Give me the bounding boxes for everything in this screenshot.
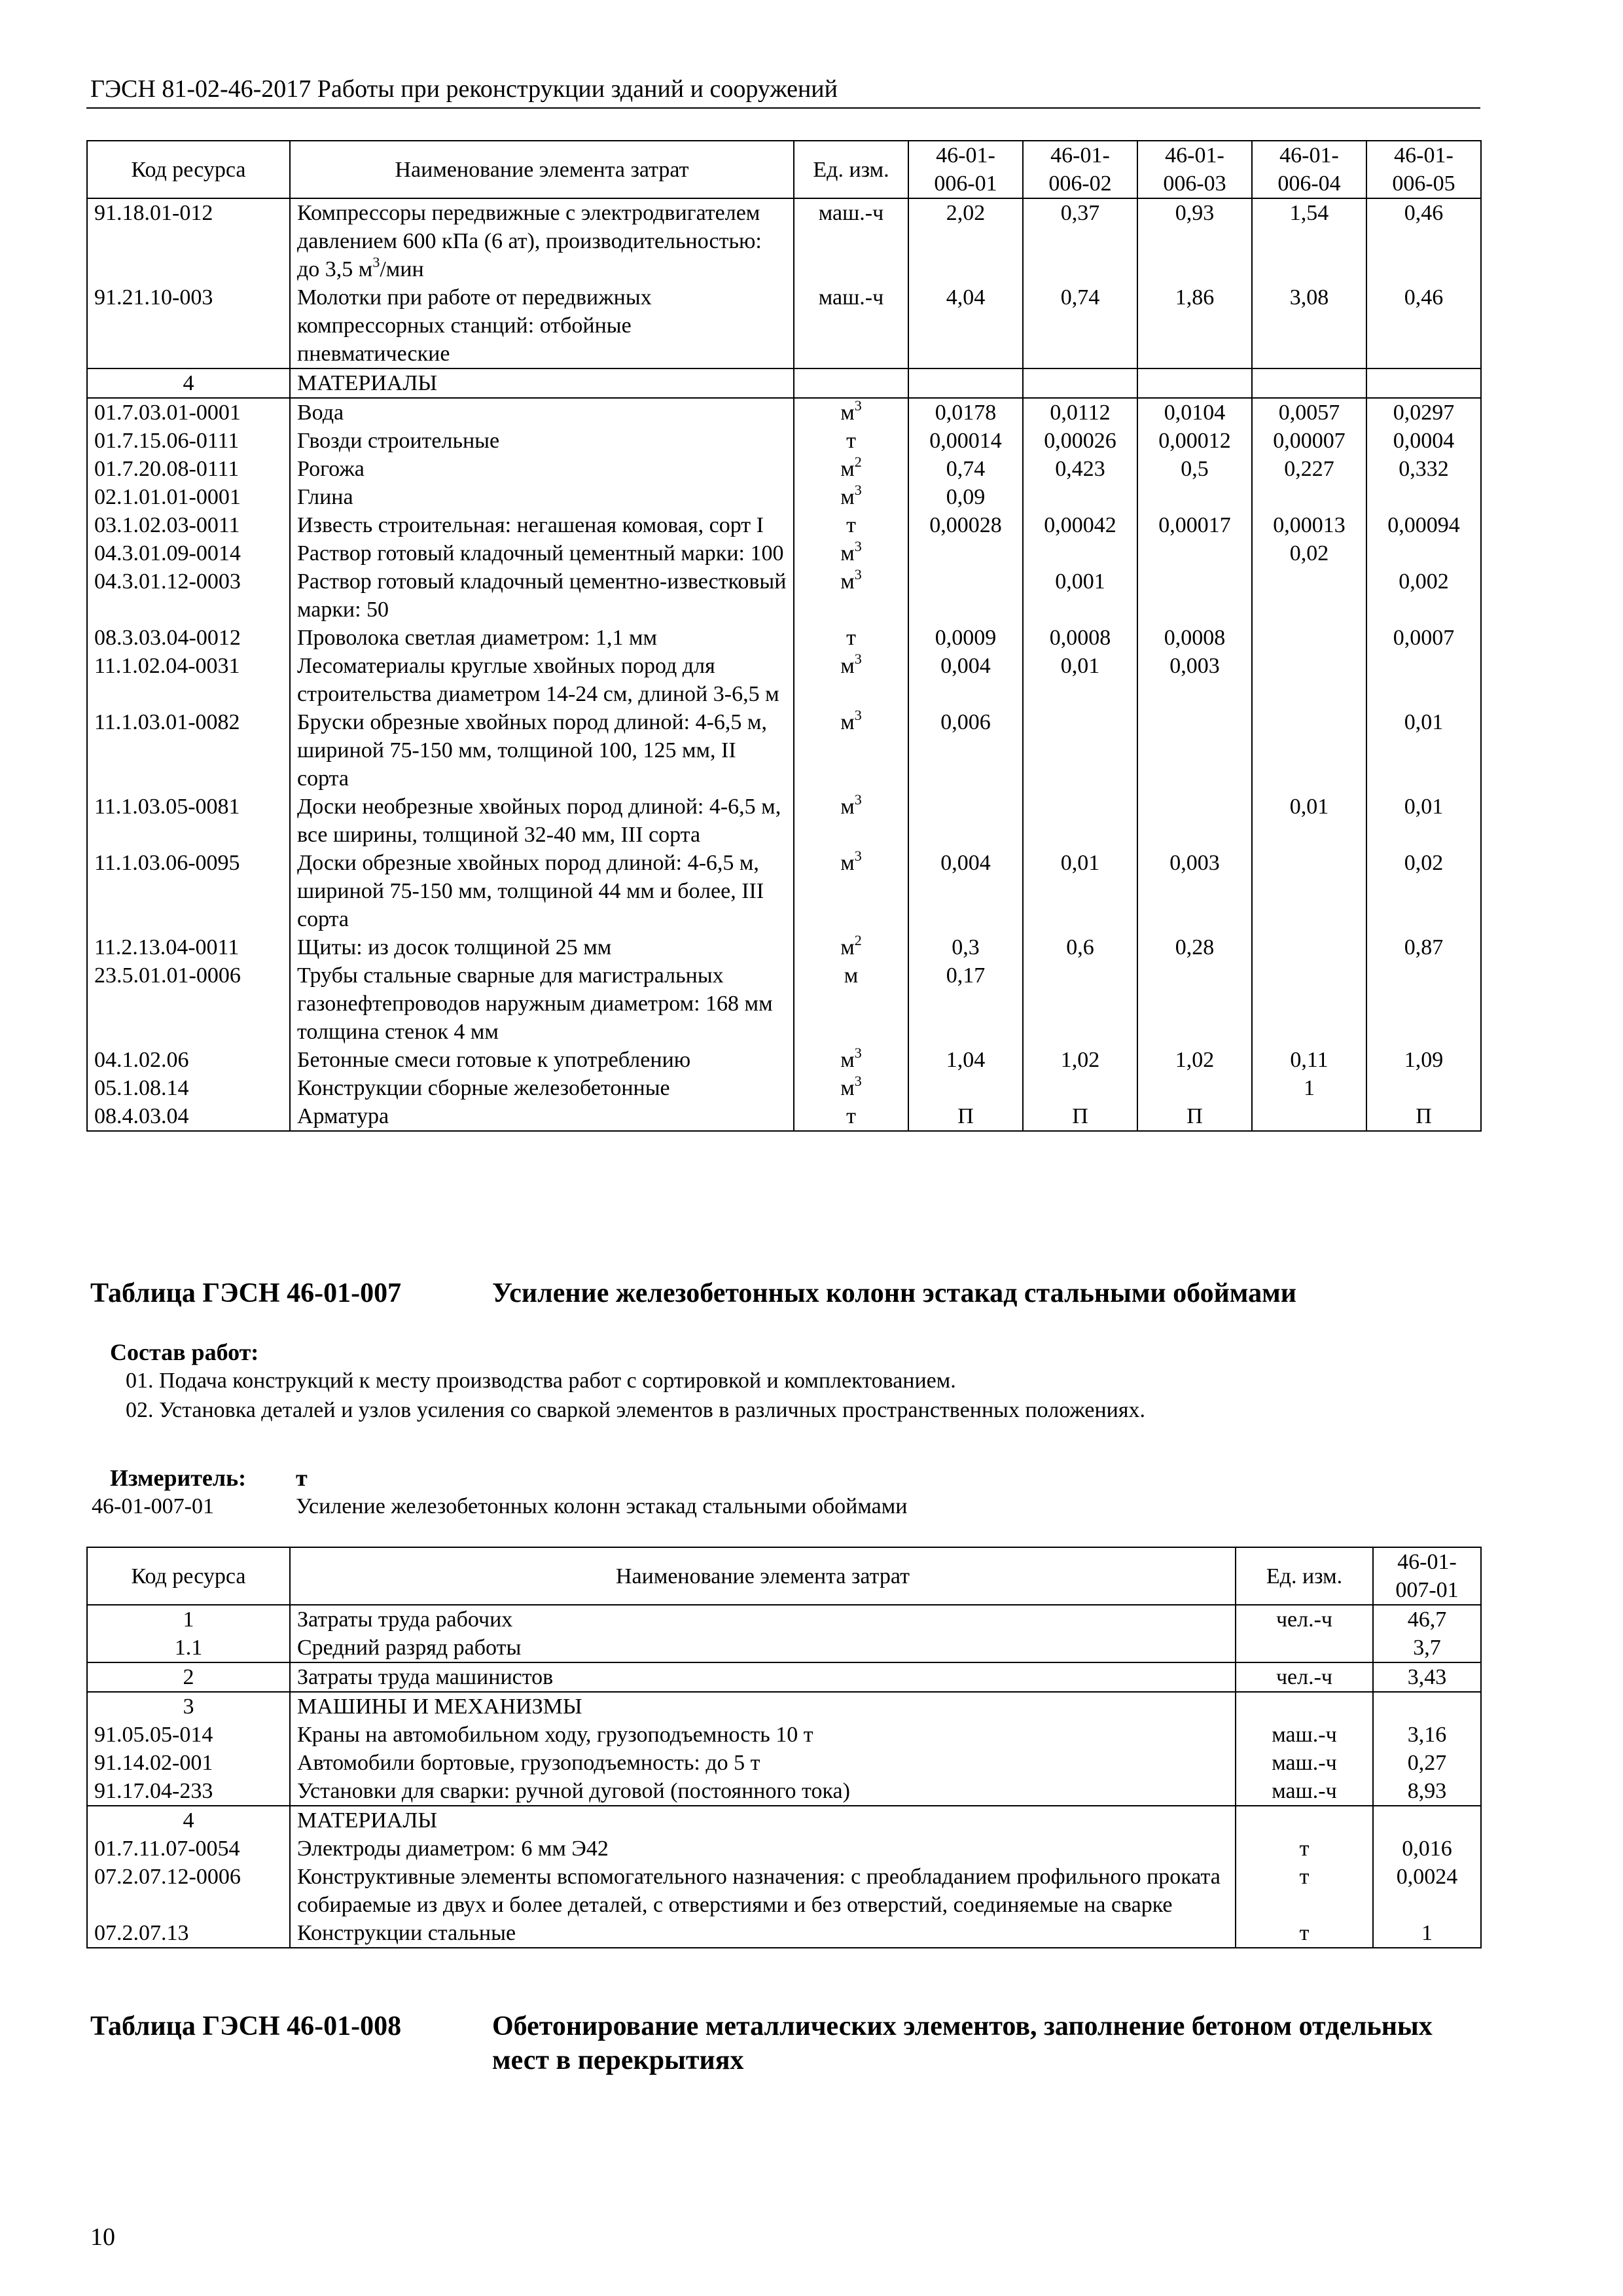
column-header-code: Код ресурса	[87, 1547, 290, 1605]
resource-value: 0,003	[1137, 652, 1252, 708]
resource-value: 0,227	[1252, 455, 1366, 483]
table-row	[87, 961, 1481, 1046]
resource-name: Лесоматериалы круглые хвойных пород для строительства диаметром 14-24 см, длиной 3-6,5 м	[290, 652, 794, 708]
resource-unit: $м^2$	[794, 933, 908, 961]
table-row	[87, 1749, 1481, 1777]
resource-unit: $м^3$	[794, 793, 908, 849]
resource-unit: т	[794, 511, 908, 539]
resource-unit: $м^3$	[794, 567, 908, 624]
table-row	[87, 455, 1481, 483]
resource-unit	[1236, 1692, 1373, 1721]
resource-value	[1252, 567, 1366, 624]
resource-value: 0,5	[1137, 455, 1252, 483]
resource-name: Бетонные смеси готовые к употреблению	[290, 1046, 794, 1074]
resource-name: Конструкции сборные железобетонные	[290, 1074, 794, 1102]
section-row	[87, 1806, 1481, 1835]
resource-value	[1373, 1806, 1481, 1835]
resource-value: 0,0009	[908, 624, 1023, 652]
resource-unit: $м^3$	[794, 849, 908, 933]
resource-unit: маш.-ч	[1236, 1777, 1373, 1806]
resource-name: Трубы стальные сварные для магистральных газонефтепроводов наружным диаметром: 168 мм толщина стенок 4 мм	[290, 961, 794, 1046]
resource-unit: $м^3$	[794, 708, 908, 793]
resource-unit: $м^3$	[794, 483, 908, 511]
resource-name: Бруски обрезные хвойных пород длиной: 4-6,5 м, шириной 75-150 мм, толщиной 100, 125 мм, II сорта	[290, 708, 794, 793]
resource-unit: $м^3$	[794, 652, 908, 708]
table-2-rows	[87, 1605, 1481, 1948]
resource-value	[1137, 708, 1252, 793]
section-row-materials: 4 МАТЕРИАЛЫ	[87, 368, 1481, 398]
resource-value	[1366, 961, 1481, 1046]
page-number: 10	[90, 2223, 115, 2251]
resource-value	[908, 539, 1023, 567]
resource-value	[1252, 1102, 1366, 1131]
table-row	[87, 708, 1481, 793]
resource-value: П	[908, 1102, 1023, 1131]
resource-value	[1023, 539, 1137, 567]
resource-value	[1252, 933, 1366, 961]
resource-value: 0,00007	[1252, 427, 1366, 455]
resource-value: 1,04	[908, 1046, 1023, 1074]
resource-unit: маш.-ч	[1236, 1749, 1373, 1777]
resource-value: 0,00026	[1023, 427, 1137, 455]
table-row: 91.21.10-003 Молотки при работе от передвижных компрессорных станций: отбойные пневматические маш.-ч 4,04 0,74 1,86 3,08 0,46	[87, 283, 1481, 368]
resource-table-007	[86, 1547, 1482, 1948]
table-row	[87, 624, 1481, 652]
resource-value: 0,00017	[1137, 511, 1252, 539]
column-header-46-01-007-01: 46-01- 007-01	[1373, 1547, 1481, 1605]
resource-table-006	[86, 140, 1482, 1132]
resource-unit: $м^3$	[794, 398, 908, 427]
resource-name: Конструкции стальные	[290, 1919, 1236, 1948]
resource-value: П	[1023, 1102, 1137, 1131]
resource-value	[1023, 483, 1137, 511]
resource-code: 11.1.02.04-0031	[87, 652, 290, 708]
resource-name: Затраты труда машинистов	[290, 1662, 1236, 1692]
resource-code: 03.1.02.03-0011	[87, 511, 290, 539]
item-title: Усиление железобетонных колонн эстакад стальными обоймами	[296, 1494, 908, 1518]
resource-code: 05.1.08.14	[87, 1074, 290, 1102]
resource-value	[908, 1074, 1023, 1102]
resource-value: 0,006	[908, 708, 1023, 793]
resource-value: 0,0007	[1366, 624, 1481, 652]
resource-unit: чел.-ч	[1236, 1662, 1373, 1692]
resource-value: 0,016	[1373, 1835, 1481, 1863]
resource-code: 2	[87, 1662, 290, 1692]
resource-value: П	[1137, 1102, 1252, 1131]
resource-value	[1137, 1074, 1252, 1102]
resource-code: 91.05.05-014	[87, 1721, 290, 1749]
resource-name: МАТЕРИАЛЫ	[290, 1806, 1236, 1835]
resource-value	[1023, 1074, 1137, 1102]
resource-value	[1252, 708, 1366, 793]
resource-unit: $м^3$	[794, 539, 908, 567]
table-row	[87, 933, 1481, 961]
table-row	[87, 1634, 1481, 1662]
column-header-unit: Ед. изм.	[794, 141, 908, 198]
resource-value: 0,00014	[908, 427, 1023, 455]
resource-code: 11.1.03.01-0082	[87, 708, 290, 793]
resource-value	[1137, 483, 1252, 511]
column-header-46-01-006-02: 46-01- 006-02	[1023, 141, 1137, 198]
resource-value: 1	[1373, 1919, 1481, 1948]
resource-unit: $м^3$	[794, 1074, 908, 1102]
resource-value	[908, 567, 1023, 624]
resource-name: Автомобили бортовые, грузоподъемность: до 5 т	[290, 1749, 1236, 1777]
resource-value: 0,01	[1023, 849, 1137, 933]
resource-name: Средний разряд работы	[290, 1634, 1236, 1662]
resource-value: 0,004	[908, 652, 1023, 708]
item-code: 46-01-007-01	[92, 1494, 214, 1518]
resource-code: 02.1.01.01-0001	[87, 483, 290, 511]
header-rule	[86, 107, 1480, 109]
table-row: 91.18.01-012 Компрессоры передвижные с электродвигателем давлением 600 кПа (6 ат), производительностью: до 3,5 $м^3$/мин маш.-ч 2,02 0,37 0,93 1,54 0,46	[87, 198, 1481, 283]
resource-code: 04.1.02.06	[87, 1046, 290, 1074]
resource-name: Затраты труда рабочих	[290, 1605, 1236, 1634]
resource-value: 0,02	[1366, 849, 1481, 933]
resource-value	[1366, 539, 1481, 567]
resource-name: Щиты: из досок толщиной 25 мм	[290, 933, 794, 961]
resource-value: 1	[1252, 1074, 1366, 1102]
resource-unit	[1236, 1634, 1373, 1662]
column-header-46-01-006-01: 46-01- 006-01	[908, 141, 1023, 198]
resource-value	[1366, 483, 1481, 511]
resource-value	[1023, 793, 1137, 849]
resource-value: 0,09	[908, 483, 1023, 511]
column-header-46-01-006-05: 46-01- 006-05	[1366, 141, 1481, 198]
table-row	[87, 1919, 1481, 1948]
resource-code: 11.2.13.04-0011	[87, 933, 290, 961]
meter-label: Измеритель:	[110, 1465, 247, 1491]
resource-value: 0,11	[1252, 1046, 1366, 1074]
resource-code: 11.1.03.05-0081	[87, 793, 290, 849]
resource-value: 0,0104	[1137, 398, 1252, 427]
resource-value: 0,17	[908, 961, 1023, 1046]
resource-value: 3,43	[1373, 1662, 1481, 1692]
table-row	[87, 1074, 1481, 1102]
running-header: ГЭСН 81-02-46-2017 Работы при реконструкции зданий и сооружений	[90, 75, 838, 103]
table-row	[87, 1835, 1481, 1863]
table-row	[87, 567, 1481, 624]
resource-code: 23.5.01.01-0006	[87, 961, 290, 1046]
resource-value: 0,332	[1366, 455, 1481, 483]
resource-value: 0,00094	[1366, 511, 1481, 539]
resource-name: МАШИНЫ И МЕХАНИЗМЫ	[290, 1692, 1236, 1721]
column-header-46-01-006-04: 46-01- 006-04	[1252, 141, 1366, 198]
resource-code: 91.14.02-001	[87, 1749, 290, 1777]
resource-name: Арматура	[290, 1102, 794, 1131]
resource-code: 08.3.03.04-0012	[87, 624, 290, 652]
resource-code: 01.7.15.06-0111	[87, 427, 290, 455]
table-header-row	[87, 1547, 1481, 1605]
resource-value	[1366, 1074, 1481, 1102]
table-title-008: Обетонирование металлических элементов, заполнение бетоном отдельных мест в перекрытиях	[492, 2011, 1433, 2075]
resource-code: 1.1	[87, 1634, 290, 1662]
resource-name: Рогожа	[290, 455, 794, 483]
resource-unit	[1236, 1806, 1373, 1835]
resource-value: 1,09	[1366, 1046, 1481, 1074]
resource-unit: т	[1236, 1835, 1373, 1863]
resource-unit: чел.-ч	[1236, 1605, 1373, 1634]
resource-value	[1023, 961, 1137, 1046]
resource-value: 0,0024	[1373, 1863, 1481, 1919]
column-header-46-01-006-03: 46-01- 006-03	[1137, 141, 1252, 198]
resource-unit: т	[794, 624, 908, 652]
resource-value: 3,16	[1373, 1721, 1481, 1749]
materials-rows	[87, 398, 1481, 1131]
resource-value	[1252, 652, 1366, 708]
resource-name: Электроды диаметром: 6 мм Э42	[290, 1835, 1236, 1863]
resource-unit: $м^2$	[794, 455, 908, 483]
resource-value	[1137, 567, 1252, 624]
resource-value: 1,02	[1023, 1046, 1137, 1074]
resource-code: 01.7.11.07-0054	[87, 1835, 290, 1863]
table-row	[87, 1777, 1481, 1806]
resource-value: 0,004	[908, 849, 1023, 933]
resource-name: Вода	[290, 398, 794, 427]
meter-value: т	[296, 1465, 308, 1491]
resource-value: 46,7	[1373, 1605, 1481, 1634]
resource-code: 91.17.04-233	[87, 1777, 290, 1806]
table-header-row	[87, 141, 1481, 198]
table-row	[87, 849, 1481, 933]
resource-value: 8,93	[1373, 1777, 1481, 1806]
column-header-name: Наименование элемента затрат	[290, 1547, 1236, 1605]
resource-name: Доски обрезные хвойных пород длиной: 4-6,5 м, шириной 75-150 мм, толщиной 44 мм и более, III сорта	[290, 849, 794, 933]
table-code-008: Таблица ГЭСН 46-01-008	[90, 2011, 402, 2041]
resource-value: 0,27	[1373, 1749, 1481, 1777]
resource-value: 0,74	[908, 455, 1023, 483]
section-row	[87, 1692, 1481, 1721]
resource-value: 1,02	[1137, 1046, 1252, 1074]
resource-unit: маш.-ч	[1236, 1721, 1373, 1749]
resource-value: 0,6	[1023, 933, 1137, 961]
table-row	[87, 483, 1481, 511]
resource-value	[1252, 483, 1366, 511]
resource-value: 0,00012	[1137, 427, 1252, 455]
table-row	[87, 539, 1481, 567]
resource-code: 08.4.03.04	[87, 1102, 290, 1131]
resource-value	[1252, 849, 1366, 933]
table-title-007: Усиление железобетонных колонн эстакад стальными обоймами	[492, 1278, 1296, 1308]
resource-value: П	[1366, 1102, 1481, 1131]
resource-code: 07.2.07.13	[87, 1919, 290, 1948]
resource-name: Конструктивные элементы вспомогательного назначения: с преобладанием профильного проката собираемые из двух и более деталей, с отверстиями и без отверстий, соединяемые на сварке	[290, 1863, 1236, 1919]
resource-code: 3	[87, 1692, 290, 1721]
resource-value	[1252, 961, 1366, 1046]
resource-value: 0,00042	[1023, 511, 1137, 539]
resource-code: 04.3.01.12-0003	[87, 567, 290, 624]
resource-code: 01.7.03.01-0001	[87, 398, 290, 427]
resource-value: 0,3	[908, 933, 1023, 961]
resource-code: 01.7.20.08-0111	[87, 455, 290, 483]
resource-value: 0,01	[1366, 708, 1481, 793]
resource-value: 0,02	[1252, 539, 1366, 567]
resource-value: 0,01	[1252, 793, 1366, 849]
resource-unit: т	[1236, 1919, 1373, 1948]
resource-name: Краны на автомобильном ходу, грузоподъемность 10 т	[290, 1721, 1236, 1749]
table-row	[87, 793, 1481, 849]
table-row	[87, 652, 1481, 708]
resource-value: 0,00013	[1252, 511, 1366, 539]
resource-code: 11.1.03.06-0095	[87, 849, 290, 933]
resource-name: Глина	[290, 483, 794, 511]
table-row	[87, 398, 1481, 427]
resource-value	[908, 793, 1023, 849]
resource-value: 0,00028	[908, 511, 1023, 539]
column-header-unit: Ед. изм.	[1236, 1547, 1373, 1605]
resource-value: 0,002	[1366, 567, 1481, 624]
resource-value	[1137, 961, 1252, 1046]
resource-value: 0,0057	[1252, 398, 1366, 427]
resource-value	[1137, 793, 1252, 849]
resource-unit: т	[794, 1102, 908, 1131]
work-step-02: 02. Установка деталей и узлов усиления со сваркой элементов в различных пространственных положениях.	[126, 1398, 1146, 1422]
resource-name: Установки для сварки: ручной дуговой (постоянного тока)	[290, 1777, 1236, 1806]
resource-name: Раствор готовый кладочный цементно-известковый марки: 50	[290, 567, 794, 624]
resource-value: 0,0008	[1137, 624, 1252, 652]
resource-value: 0,0004	[1366, 427, 1481, 455]
resource-name: Гвозди строительные	[290, 427, 794, 455]
resource-value: 0,003	[1137, 849, 1252, 933]
resource-value: 0,423	[1023, 455, 1137, 483]
resource-unit: $м^3$	[794, 1046, 908, 1074]
resource-value: 0,01	[1366, 793, 1481, 849]
table-row	[87, 511, 1481, 539]
table-code-007: Таблица ГЭСН 46-01-007	[90, 1278, 402, 1308]
resource-value: 0,0297	[1366, 398, 1481, 427]
resource-value	[1252, 624, 1366, 652]
resource-value: 3,7	[1373, 1634, 1481, 1662]
resource-code: 04.3.01.09-0014	[87, 539, 290, 567]
resource-value	[1366, 652, 1481, 708]
resource-name: Доски необрезные хвойных пород длиной: 4-6,5 м, все ширины, толщиной 32-40 мм, III сорта	[290, 793, 794, 849]
resource-value: 0,28	[1137, 933, 1252, 961]
resource-name: Известь строительная: негашеная комовая, сорт I	[290, 511, 794, 539]
works-label: Состав работ:	[110, 1339, 259, 1365]
column-header-name: Наименование элемента затрат	[290, 141, 794, 198]
resource-value: 0,0178	[908, 398, 1023, 427]
section-row	[87, 1662, 1481, 1692]
resource-code: 07.2.07.12-0006	[87, 1863, 290, 1919]
table-row	[87, 1721, 1481, 1749]
table-row	[87, 1102, 1481, 1131]
table-row	[87, 1863, 1481, 1919]
section-row	[87, 1605, 1481, 1634]
table-row	[87, 427, 1481, 455]
resource-value: 0,0008	[1023, 624, 1137, 652]
resource-unit: т	[1236, 1863, 1373, 1919]
column-header-code: Код ресурса	[87, 141, 290, 198]
resource-unit: т	[794, 427, 908, 455]
resource-unit: м	[794, 961, 908, 1046]
resource-name: Проволока светлая диаметром: 1,1 мм	[290, 624, 794, 652]
resource-value: 0,87	[1366, 933, 1481, 961]
resource-value	[1023, 708, 1137, 793]
resource-code: 1	[87, 1605, 290, 1634]
resource-value	[1137, 539, 1252, 567]
resource-code: 4	[87, 1806, 290, 1835]
resource-value: 0,01	[1023, 652, 1137, 708]
resource-value	[1373, 1692, 1481, 1721]
table-row	[87, 1046, 1481, 1074]
resource-value: 0,001	[1023, 567, 1137, 624]
work-step-01: 01. Подача конструкций к месту производства работ с сортировкой и комплектованием.	[126, 1369, 956, 1393]
resource-value: 0,0112	[1023, 398, 1137, 427]
resource-name: Раствор готовый кладочный цементный марки: 100	[290, 539, 794, 567]
